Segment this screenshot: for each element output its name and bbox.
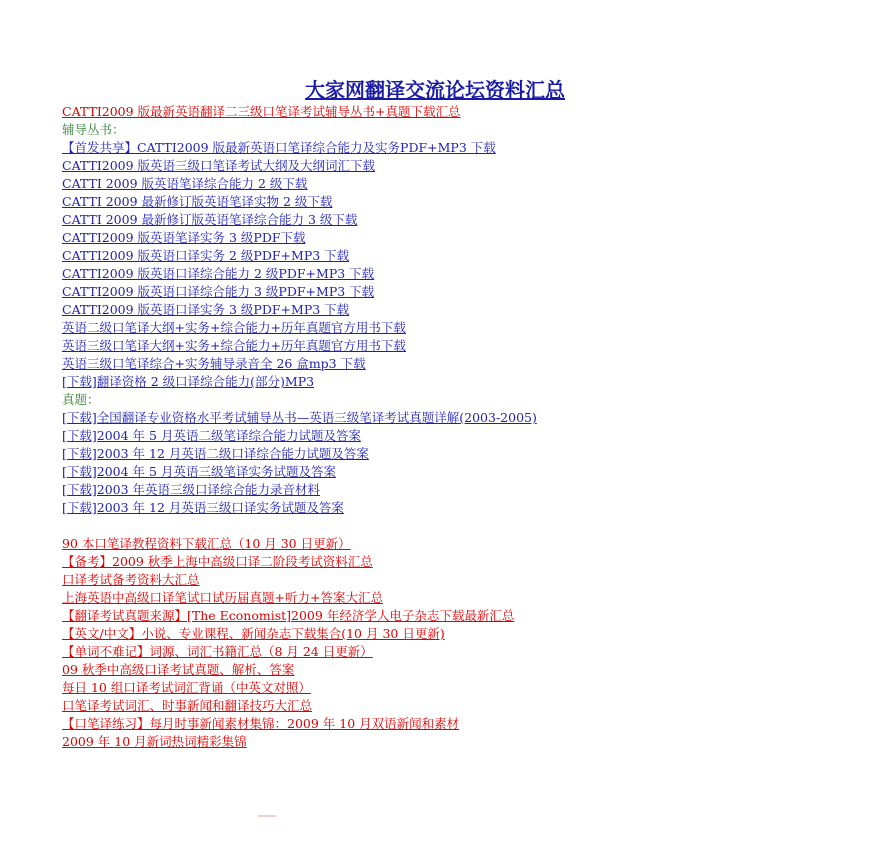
resource-link[interactable]: 口译考试备考资料大汇总 <box>62 572 200 587</box>
resource-link[interactable]: CATTI2009 版英语口译实务 3 级PDF+MP3 下载 <box>62 302 350 317</box>
resource-link[interactable]: [下载]2003 年英语三级口译综合能力录音材料 <box>62 482 321 497</box>
resource-link[interactable]: 【翻译考试真题来源】[The Economist]2009 年经济学人电子杂志下载最新汇总 <box>62 608 515 623</box>
resource-link[interactable]: 英语二级口笔译大纲+实务+综合能力+历年真题官方用书下载 <box>62 320 406 335</box>
resource-link[interactable]: [下载]2004 年 5 月英语三级笔译实务试题及答案 <box>62 464 336 479</box>
resource-link[interactable]: 09 秋季中高级口译考试真题、解析、答案 <box>62 662 295 677</box>
resource-link[interactable]: [下载]2003 年 12 月英语二级口译综合能力试题及答案 <box>62 446 369 461</box>
resource-link[interactable]: 【口笔译练习】每月时事新闻素材集锦：2009 年 10 月双语新闻和素材 <box>62 716 460 731</box>
resource-link[interactable]: CATTI2009 版英语口译综合能力 2 级PDF+MP3 下载 <box>62 266 375 281</box>
resource-link[interactable]: 【单词不难记】词源、词汇书籍汇总（8 月 24 日更新） <box>62 644 373 659</box>
resource-link[interactable]: 【首发共享】CATTI2009 版最新英语口笔译综合能力及实务PDF+MP3 下载 <box>62 140 496 155</box>
section-heading: 辅导丛书： <box>62 122 125 137</box>
resource-link[interactable]: CATTI2009 版英语笔译实务 3 级PDF下载 <box>62 230 306 245</box>
footer-mark <box>258 815 276 817</box>
resource-link[interactable]: 2009 年 10 月新词热词精彩集锦 <box>62 734 247 749</box>
resource-link[interactable]: 口笔译考试词汇、时事新闻和翻译技巧大汇总 <box>62 698 313 713</box>
resource-link[interactable]: CATTI 2009 最新修订版英语笔译综合能力 3 级下载 <box>62 212 358 227</box>
resource-link[interactable]: CATTI 2009 最新修订版英语笔译实物 2 级下载 <box>62 194 333 209</box>
resource-link[interactable]: [下载]翻译资格 2 级口译综合能力(部分)MP3 <box>62 374 315 389</box>
resource-link[interactable]: CATTI2009 版最新英语翻译二三级口笔译考试辅导丛书+真题下载汇总 <box>62 104 461 119</box>
resource-link[interactable]: 上海英语中高级口译笔试口试历届真题+听力+答案大汇总 <box>62 590 383 605</box>
section-heading: 真题： <box>62 392 100 407</box>
resource-link[interactable]: [下载]全国翻译专业资格水平考试辅导丛书—英语三级笔译考试真题详解(2003-2005) <box>62 410 537 425</box>
resource-link[interactable]: CATTI2009 版英语三级口笔译考试大纲及大纲词汇下载 <box>62 158 376 173</box>
resource-link[interactable]: 【备考】2009 秋季上海中高级口译二阶段考试资料汇总 <box>62 554 373 569</box>
resource-link[interactable]: 每日 10 组口译考试词汇背诵（中英文对照） <box>62 680 311 695</box>
resource-link[interactable]: CATTI2009 版英语口译实务 2 级PDF+MP3 下载 <box>62 248 350 263</box>
resource-link[interactable]: [下载]2004 年 5 月英语二级笔译综合能力试题及答案 <box>62 428 361 443</box>
resource-link[interactable]: [下载]2003 年 12 月英语三级口译实务试题及答案 <box>62 500 344 515</box>
resource-link[interactable]: 【英文/中文】小说、专业课程、新闻杂志下载集合(10 月 30 日更新) <box>62 626 445 641</box>
resource-link[interactable]: 90 本口笔译教程资料下载汇总（10 月 30 日更新） <box>62 536 351 551</box>
resource-link[interactable]: 英语三级口笔译综合+实务辅导录音全 26 盒mp3 下载 <box>62 356 366 371</box>
page-title: 大家网翻译交流论坛资料汇总 <box>305 78 565 102</box>
resource-link[interactable]: 英语三级口笔译大纲+实务+综合能力+历年真题官方用书下载 <box>62 338 406 353</box>
resource-link[interactable]: CATTI 2009 版英语笔译综合能力 2 级下载 <box>62 176 308 191</box>
resource-link[interactable]: CATTI2009 版英语口译综合能力 3 级PDF+MP3 下载 <box>62 284 375 299</box>
